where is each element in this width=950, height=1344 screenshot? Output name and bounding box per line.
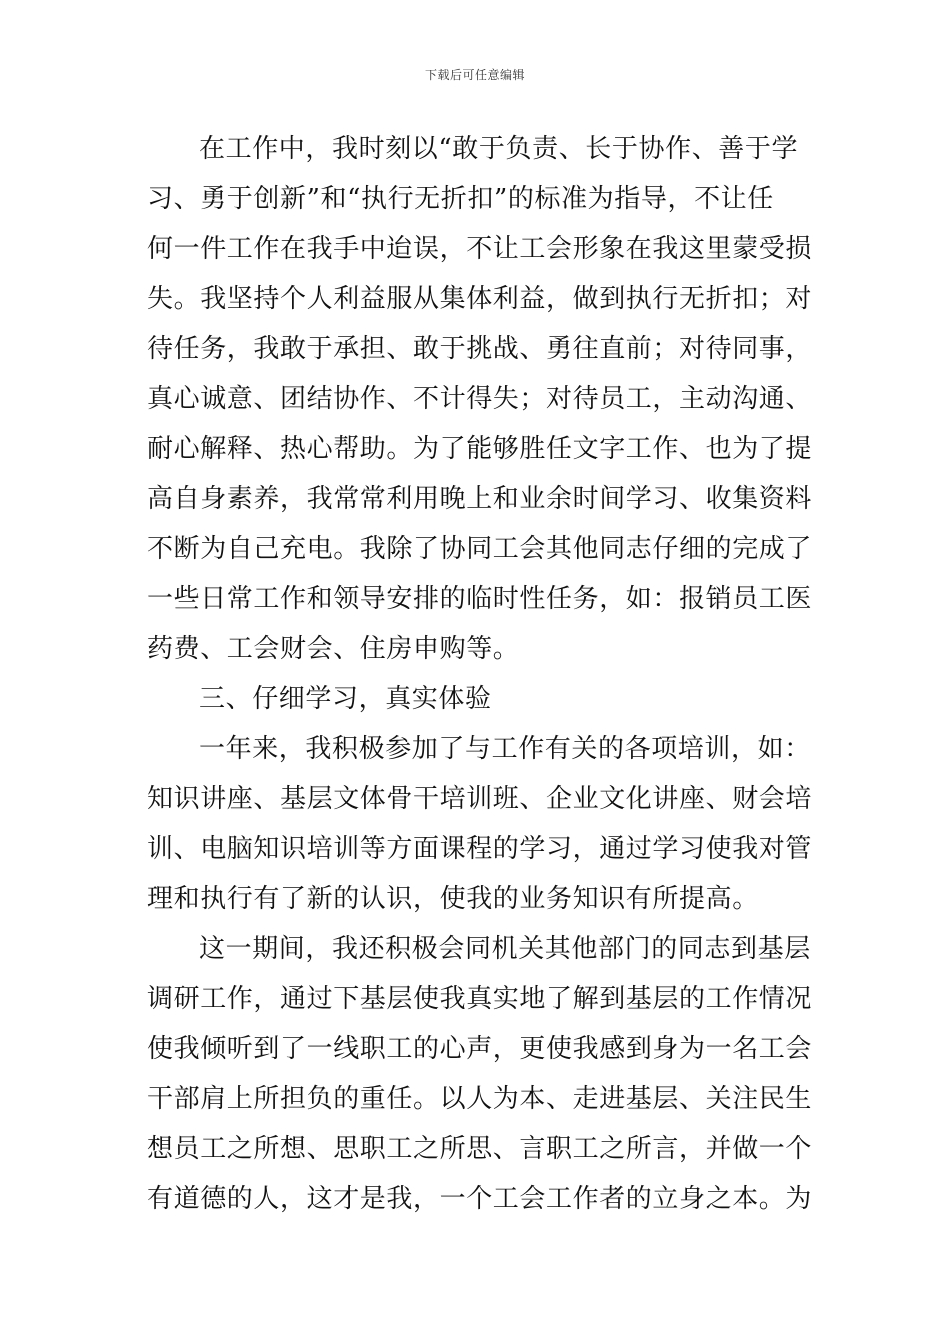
text-line: 耐心解释、热心帮助。为了能够胜任文字工作、也为了提 [147,434,813,464]
text-line: 高自身素养，我常常利用晚上和业余时间学习、收集资料 [147,484,813,514]
text-line: 想员工之所想、思职工之所思、言职工之所言，并做一个 [147,1134,813,1164]
text-line: 在工作中，我时刻以“敢于负责、长于协作、善于学 [199,134,799,164]
text-line: 一些日常工作和领导安排的临时性任务，如：报销员工医 [147,584,813,614]
paragraph-work-attitude [147,124,813,674]
text-line: 失。我坚持个人利益服从集体利益，做到执行无折扣；对 [147,284,813,314]
text-line: 训、电脑知识培训等方面课程的学习，通过学习使我对管 [147,834,813,864]
text-line: 调研工作，通过下基层使我真实地了解到基层的工作情况 [147,984,813,1014]
text-line: 使我倾听到了一线职工的心声，更使我感到身为一名工会 [147,1034,813,1064]
text-line: 这一期间，我还积极会同机关其他部门的同志到基层 [199,934,811,964]
paragraph-grassroots [147,924,813,1224]
document-body [147,124,813,1224]
text-line: 药费、工会财会、住房申购等。 [147,634,520,664]
section-heading-text: 三、仔细学习，真实体验 [199,684,492,714]
text-line: 有道德的人，这才是我，一个工会工作者的立身之本。为 [147,1184,813,1214]
paragraph-training [147,724,813,924]
text-line: 何一件工作在我手中迨误，不让工会形象在我这里蒙受损 [147,234,813,264]
text-line: 习、勇于创新”和“执行无折扣”的标准为指导，不让任 [147,184,774,214]
page-header-note: 下载后可任意编辑 [424,68,525,82]
text-line: 干部肩上所担负的重任。以人为本、走进基层、关注民生 [147,1084,813,1114]
text-line: 一年来，我积极参加了与工作有关的各项培训，如： [199,734,811,764]
text-line: 不断为自己充电。我除了协同工会其他同志仔细的完成了 [147,534,813,564]
text-line: 真心诚意、团结协作、不计得失；对待员工，主动沟通、 [147,384,813,414]
text-line: 待任务，我敢于承担、敢于挑战、勇往直前；对待同事， [147,334,813,364]
section-heading [147,674,807,724]
text-line: 理和执行有了新的认识，使我的业务知识有所提高。 [147,884,759,914]
text-line: 知识讲座、基层文体骨干培训班、企业文化讲座、财会培 [147,784,813,814]
